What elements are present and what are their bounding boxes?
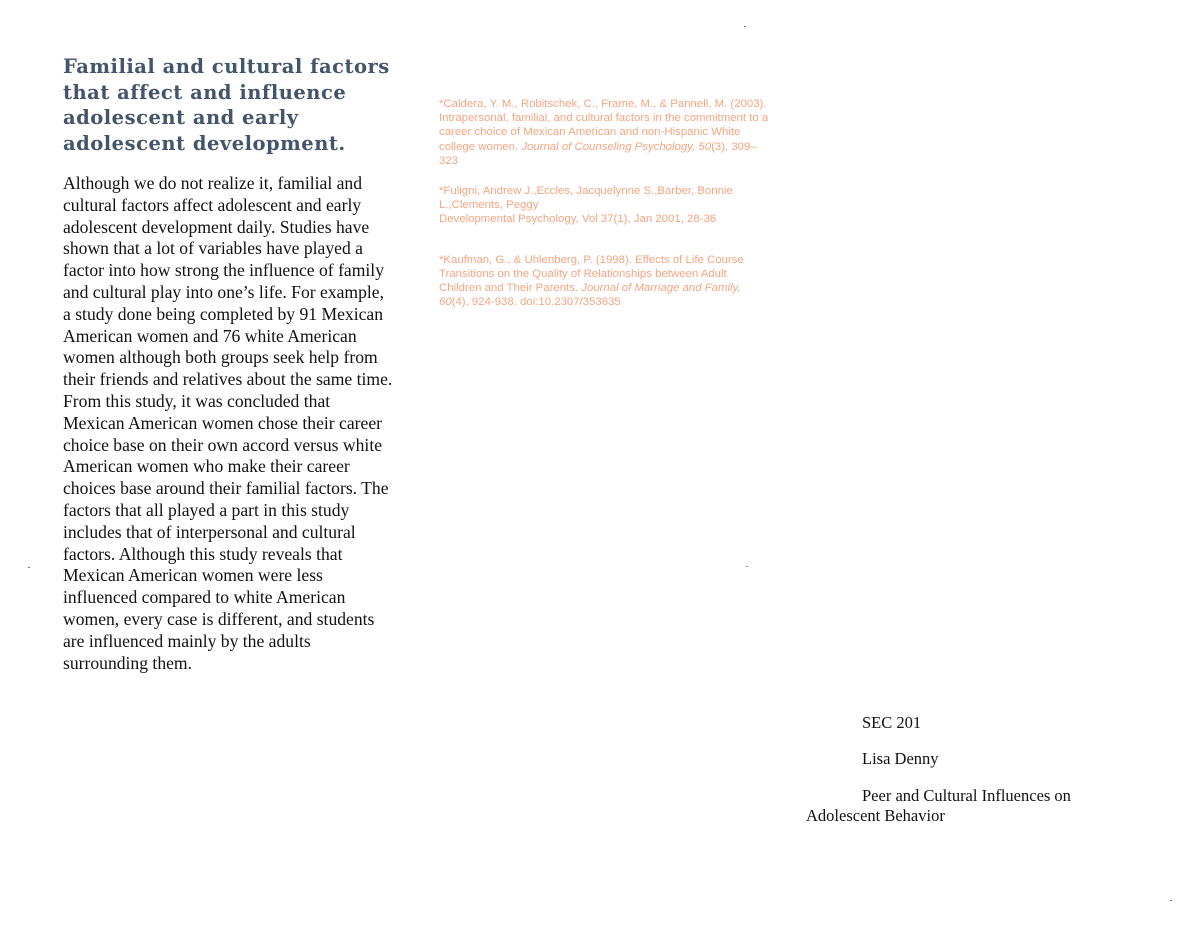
- reference-source: Developmental Psychology, Vol 37(1), Jan 2001, 28-36: [439, 213, 717, 226]
- reference-fuligni: [439, 184, 769, 227]
- stray-mark: [28, 567, 30, 568]
- course-code: SEC 201: [862, 713, 922, 732]
- reference-journal: Journal of Marriage and Family, 60: [439, 282, 741, 309]
- references-section: [439, 97, 769, 309]
- article-heading: Familial and cultural factors that affect and influence adolescent and early adolescent development.: [63, 55, 390, 155]
- reference-kaufman: [439, 253, 769, 310]
- article-section: [63, 54, 393, 674]
- stray-mark: [744, 26, 746, 27]
- stray-mark: [746, 566, 748, 567]
- article-body: Although we do not realize it, familial and cultural factors affect adolescent and early adolescent development daily. Studies have shown that a lot of variables have played a factor into how strong the influence of family and cultural play into one’s life. For example, a study done being completed by 91 Mexican American women and 76 white American women although both groups seek help from their friends and relatives about the same time. From this study, it was concluded that Mexican American women chose their career choice base on their own accord versus white American women who make their career choices base around their familial factors. The factors that all played a part in this study includes that of interpersonal and cultural factors. Although this study reveals that Mexican American women were less influenced compared to white American women, every case is different, and students are influenced mainly by the adults surrounding them.: [63, 173, 393, 673]
- author-name: Lisa Denny: [862, 749, 939, 768]
- reference-authors: *Fuligni, Andrew J.,Eccles, Jacquelynne S.,Barber, Bonnie L.,Clements, Peggy: [439, 185, 733, 212]
- cover-block: [806, 713, 1126, 826]
- reference-journal: Journal of Counseling Psychology, 50: [521, 140, 712, 153]
- reference-issue: (4), 924-938. doi:10.2307/353635: [451, 296, 621, 309]
- reference-issue: (3), 309–323: [439, 140, 757, 167]
- cover-title: [806, 786, 1126, 826]
- reference-text: *Caldera, Y. M., Robitschek, C., Frame, M., & Pannell, M. (2003). Intrapersonal, familial, and cultural factors in the commitment to a career choice of Mexican American and non-Hispanic White college women.: [439, 98, 769, 153]
- reference-caldera: [439, 97, 769, 168]
- cover-title-text: Peer and Cultural Influences on Adolescent Behavior: [806, 786, 1071, 825]
- stray-mark: [1170, 900, 1172, 901]
- reference-text: *Kaufman, G., & Uhlenberg, P. (1998). Effects of Life Course Transitions on the Quality of Relationships between Adult Children and Their Parents.: [439, 253, 744, 295]
